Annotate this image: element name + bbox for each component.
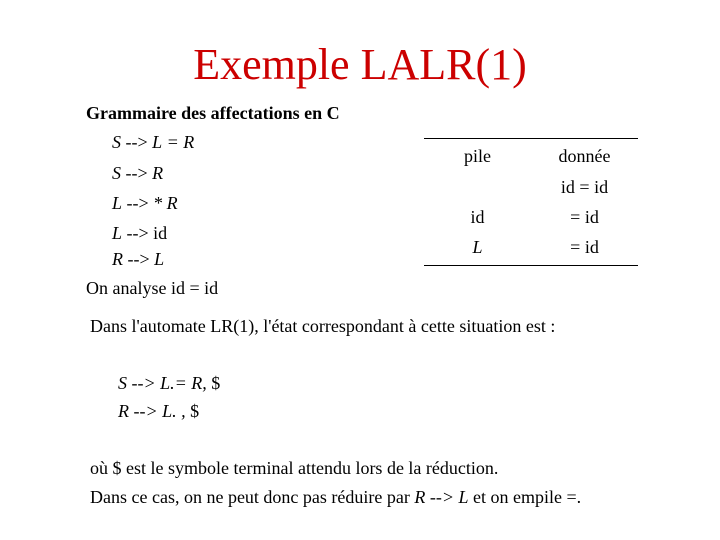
slide-title: Exemple LALR(1) (193, 40, 527, 89)
table-cell-pile: id (470, 207, 485, 227)
grammar-rule (112, 192, 178, 214)
table-header-donnee: donnée (558, 146, 611, 166)
rule-rhs-rest: = R (166, 132, 195, 152)
table-cell-donnee: id = id (560, 177, 609, 197)
automate-statement: Dans l'automate LR(1), l'état correspondant à cette situation est : (90, 316, 556, 336)
table-cell-donnee: = id (570, 237, 599, 257)
rule-lhs: L (112, 193, 123, 213)
rule-lhs: L (112, 223, 123, 243)
lr-item-lookahead: $ (190, 401, 200, 421)
rule-lhs: S (112, 132, 121, 152)
analyse-input: id = id (170, 278, 219, 298)
rule-lhs: R (112, 249, 123, 269)
rule-arrow: --> (125, 163, 148, 183)
grammar-rule (112, 248, 164, 270)
note-text: Dans ce cas, on ne peut donc pas réduire par (90, 487, 410, 507)
note-line: où $ est le symbole terminal attendu lors de la réduction. (90, 458, 499, 478)
rule-arrow: --> (126, 223, 149, 243)
table-cell-donnee: = id (570, 207, 599, 227)
rule-rhs: * R (153, 193, 178, 213)
analyse-prefix: On analyse (86, 278, 167, 298)
rule-rhs: id (153, 223, 168, 243)
rule-lhs: S (112, 163, 121, 183)
lr-item (118, 400, 199, 422)
note-line (90, 486, 581, 508)
lr-item-text: R --> L. , (118, 401, 186, 421)
rule-arrow: --> (127, 249, 150, 269)
analyse-line (86, 277, 218, 299)
lr-item-text: S --> L.= R, (118, 373, 207, 393)
table-cell-pile: L (472, 237, 483, 257)
grammar-rule (112, 222, 167, 244)
rule-arrow: --> (125, 132, 148, 152)
table-header-pile: pile (464, 146, 491, 166)
grammar-rule (112, 162, 163, 184)
rule-rhs: L (152, 132, 163, 152)
rule-rhs: R (152, 163, 164, 183)
lr-item-lookahead: $ (211, 373, 221, 393)
note-text: et on empile =. (473, 487, 582, 507)
lr-item (118, 372, 220, 394)
note-rule: R --> L (414, 487, 469, 507)
rule-arrow: --> (126, 193, 149, 213)
rule-rhs: L (154, 249, 165, 269)
grammar-rule (112, 131, 194, 153)
grammar-heading: Grammaire des affectations en C (86, 103, 340, 123)
stack-input-table (424, 138, 638, 266)
